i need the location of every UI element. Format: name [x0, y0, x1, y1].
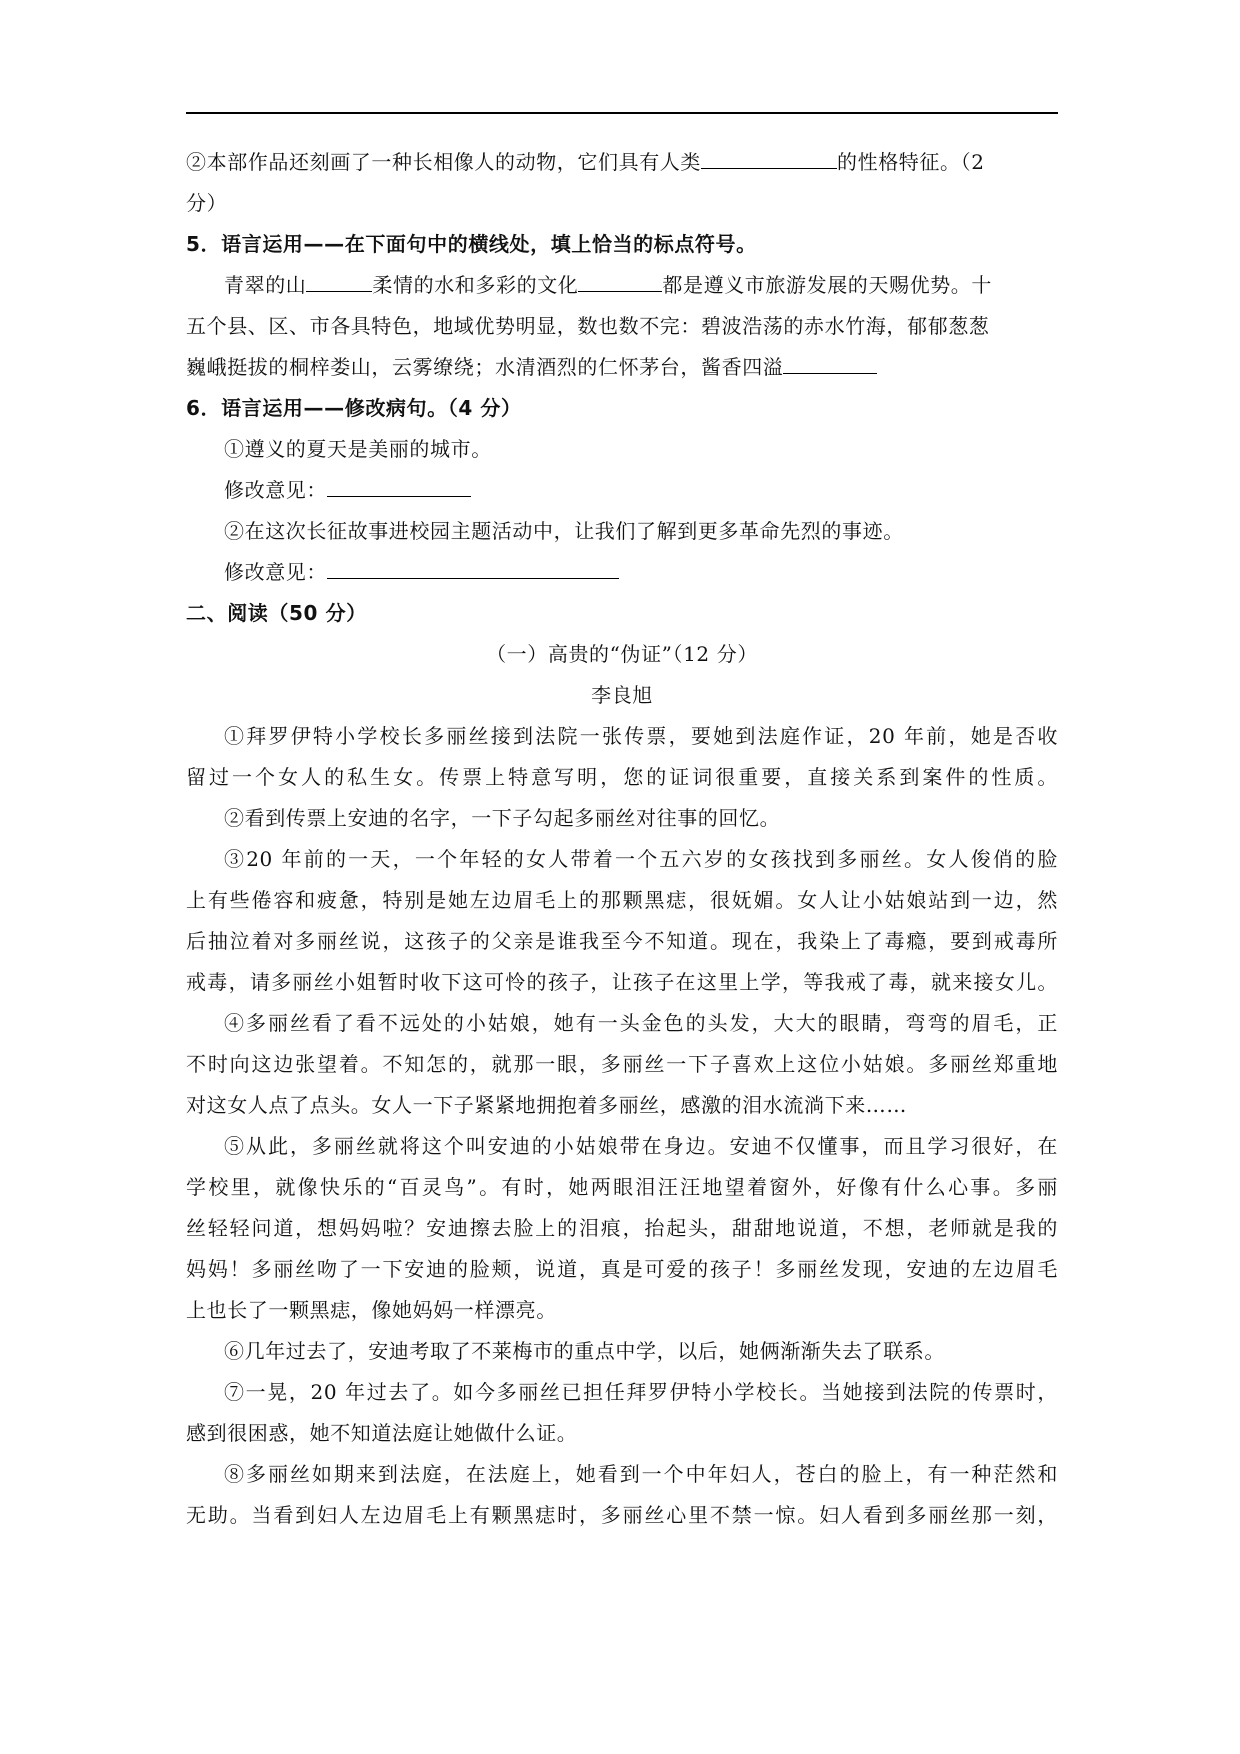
q5-text-b: 柔情的水和多彩的文化 [372, 273, 579, 297]
q6-revision2 [224, 558, 1058, 586]
para5-line1: ⑤从此，多丽丝就将这个叫安迪的小姑娘带在身边。安迪不仅懂事，而且学习很好，在 [224, 1134, 1058, 1158]
q5-title: 5．语言运用——在下面句中的横线处，填上恰当的标点符号。 [186, 232, 757, 256]
para7-line2: 感到很困惑，她不知道法庭让她做什么证。 [186, 1421, 578, 1445]
para1-line1: ①拜罗伊特小学校长多丽丝接到法院一张传票，要她到法庭作证，20 年前，她是否收 [224, 724, 1058, 748]
article-title: （一）高贵的“伪证”（12 分） [486, 642, 758, 666]
para7-line1: ⑦一晃，20 年过去了。如今多丽丝已担任拜罗伊特小学校长。当她接到法院的传票时， [224, 1380, 1058, 1404]
q6-sentence2: ②在这次长征故事进校园主题活动中，让我们了解到更多革命先烈的事迹。 [224, 519, 904, 543]
revision-blank[interactable] [327, 476, 471, 497]
q5-text-c: 都是遵义市旅游发展的天赐优势。十 [662, 273, 993, 297]
para3-line1: ③20 年前的一天，一个年轻的女人带着一个五六岁的女孩找到多丽丝。女人俊俏的脸 [224, 847, 1058, 871]
q5-text-a: 青翠的山 [224, 273, 307, 297]
punctuation-blank[interactable] [783, 353, 877, 374]
revision-label: 修改意见： [224, 478, 327, 502]
punctuation-blank[interactable] [578, 271, 662, 292]
q4-item2-text-b: 的性格特征。（2 [837, 150, 985, 174]
para2-line1: ②看到传票上安迪的名字，一下子勾起多丽丝对往事的回忆。 [224, 806, 781, 830]
q4-item2-text-a: ②本部作品还刻画了一种长相像人的动物，它们具有人类 [186, 150, 701, 174]
q6-sentence1: ①遵义的夏天是美丽的城市。 [224, 437, 492, 461]
q5-line3 [186, 353, 1058, 381]
para8-line2: 无助。当看到妇人左边眉毛上有颗黑痣时，多丽丝心里不禁一惊。妇人看到多丽丝那一刻， [186, 1503, 1058, 1527]
punctuation-blank[interactable] [306, 271, 372, 292]
para1-line2: 留过一个女人的私生女。传票上特意写明，您的证词很重要，直接关系到案件的性质。 [186, 765, 1058, 789]
answer-blank[interactable] [701, 148, 837, 169]
para3-line3: 后抽泣着对多丽丝说，这孩子的父亲是谁我至今不知道。现在，我染上了毒瘾，要到戒毒所 [186, 929, 1058, 953]
q5-line1 [224, 271, 1058, 299]
section2-title: 二、阅读（50 分） [186, 601, 367, 625]
revision-blank[interactable] [327, 558, 619, 579]
q4-item2-line1 [186, 148, 1058, 176]
para4-line1: ④多丽丝看了看不远处的小姑娘，她有一头金色的头发，大大的眼睛，弯弯的眉毛，正 [224, 1011, 1058, 1035]
para4-line2: 不时向这边张望着。不知怎的，就那一眼，多丽丝一下子喜欢上这位小姑娘。多丽丝郑重地 [186, 1052, 1058, 1076]
article-author: 李良旭 [591, 683, 653, 707]
para8-line1: ⑧多丽丝如期来到法庭，在法庭上，她看到一个中年妇人，苍白的脸上，有一种茫然和 [224, 1462, 1058, 1486]
para5-line2: 学校里，就像快乐的“百灵鸟”。有时，她两眼泪汪汪地望着窗外，好像有什么心事。多丽 [186, 1175, 1058, 1199]
q6-title: 6．语言运用——修改病句。（4 分） [186, 396, 522, 420]
q5-line2: 五个县、区、市各具特色，地域优势明显，数也数不完：碧波浩荡的赤水竹海，郁郁葱葱 [186, 314, 990, 338]
para5-line4: 妈妈！多丽丝吻了一下安迪的脸颊，说道，真是可爱的孩子！多丽丝发现，安迪的左边眉毛 [186, 1257, 1058, 1281]
q6-revision1 [224, 476, 1058, 504]
q4-item2-line2: 分） [186, 191, 228, 215]
para3-line4: 戒毒，请多丽丝小姐暂时收下这可怜的孩子，让孩子在这里上学，等我戒了毒，就来接女儿。 [186, 970, 1058, 994]
revision-label: 修改意见： [224, 560, 327, 584]
q5-text-d: 巍峨挺拔的桐梓娄山，云雾缭绕；水清酒烈的仁怀茅台，酱香四溢 [186, 355, 784, 379]
para5-line5: 上也长了一颗黑痣，像她妈妈一样漂亮。 [186, 1298, 557, 1322]
para5-line3: 丝轻轻问道，想妈妈啦？安迪擦去脸上的泪痕，抬起头，甜甜地说道，不想，老师就是我的 [186, 1216, 1058, 1240]
para3-line2: 上有些倦容和疲惫，特别是她左边眉毛上的那颗黑痣，很妩媚。女人让小姑娘站到一边，然 [186, 888, 1058, 912]
para4-line3: 对这女人点了点头。女人一下子紧紧地拥抱着多丽丝，感激的泪水流淌下来…… [186, 1093, 907, 1117]
para6-line1: ⑥几年过去了，安迪考取了不莱梅市的重点中学，以后，她俩渐渐失去了联系。 [224, 1339, 945, 1363]
header-rule [186, 112, 1058, 114]
